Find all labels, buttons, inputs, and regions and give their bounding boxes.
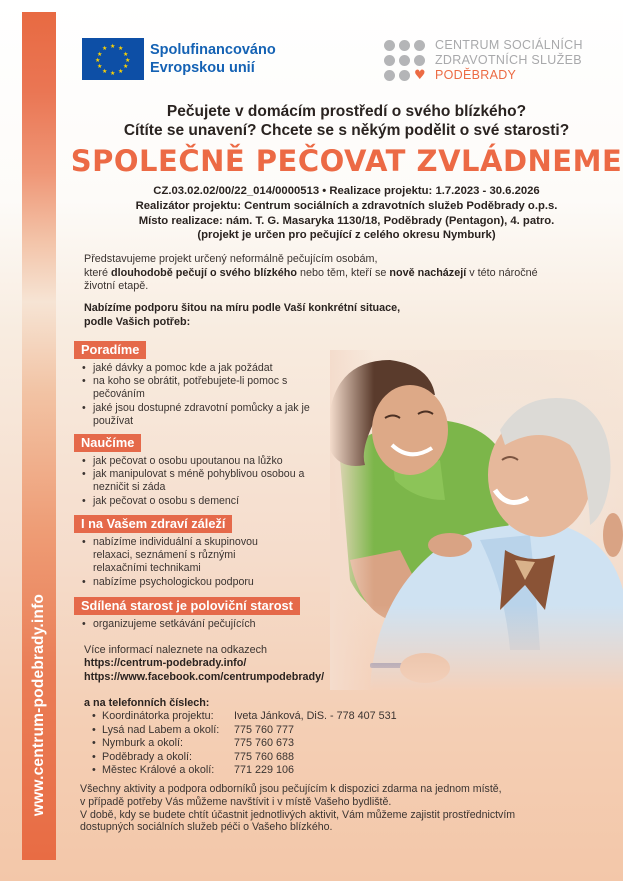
project-scope: (projekt je určen pro pečující z celého okresu Nymburk)	[197, 229, 496, 242]
footer-note	[80, 783, 600, 834]
list-item: • jaké jsou dostupné zdravotní pomůcky a jak je používat	[82, 402, 312, 428]
section-heading-advice: Poradíme	[74, 341, 146, 359]
lead-line-1: Pečujete v domácím prostředí o svého blízkého?	[166, 103, 527, 120]
footer-line-2: v případě potřeby Vás můžeme navštívit i v místě Vašeho bydliště.	[80, 795, 392, 808]
section-teach	[74, 432, 327, 508]
intro-paragraph	[84, 253, 554, 294]
project-id-dates: CZ.03.02.02/00/22_014/0000513 • Realizace projektu: 1.7.2023 - 30.6.2026	[153, 185, 540, 197]
section-heading-shared-care: Sdílená starost je poloviční starost	[74, 597, 300, 615]
section-heading-health: I na Vašem zdraví záleží	[74, 515, 232, 533]
page-title: SPOLEČNĚ PEČOVAT ZVLÁDNEME	[70, 144, 623, 178]
organization-logo	[384, 38, 583, 83]
list-item: • jak pečovat o osobu s demencí	[82, 495, 327, 508]
list-item: • jaké dávky a pomoc kde a jak požádat	[82, 362, 312, 375]
footer-line-1: Všechny aktivity a podpora odborníků jsou pečujícím k dispozici zdarma na jednom místě,	[80, 783, 502, 795]
project-implementer: Realizátor projektu: Centrum sociálních a zdravotních služeb Poděbrady o.p.s.	[135, 199, 558, 212]
info-links	[84, 644, 324, 684]
intro-line-1: Představujeme projekt určený neformálně pečujícím osobám,	[84, 253, 378, 265]
lead-line-2: Cítíte se unavení? Chcete se s někým podělit o své starosti?	[123, 122, 570, 139]
website-link[interactable]: https://centrum-podebrady.info/	[84, 657, 247, 670]
intro-line-2: které dlouhodobě pečují o svého blízkého nebo těm, kteří se nově nacházejí v této náročné životní etapě.	[84, 266, 538, 292]
phones-header: a na telefonních číslech:	[84, 697, 210, 709]
org-logo-line1: CENTRUM SOCIÁLNÍCH	[435, 38, 583, 52]
org-logo-line2: ZDRAVOTNÍCH SLUŽEB	[435, 53, 582, 67]
intro-bold-new: nově nacházejí	[389, 266, 467, 279]
footer-line-3: V době, kdy se budete chtít účastnit jednotlivých aktivit, Vám můžeme zajistit prostřednictvím	[80, 808, 516, 821]
facebook-link[interactable]: https://www.facebook.com/centrumpodebrady/	[84, 670, 325, 683]
eu-flag-icon: ★ ★ ★ ★ ★ ★ ★ ★ ★ ★ ★ ★	[82, 38, 144, 80]
phone-row: • Koordinátorka projektu: Iveta Jánková, DiS. - 778 407 531	[92, 710, 397, 723]
list-item: • na koho se obrátit, potřebujete-li pomoc s pečováním	[82, 375, 312, 401]
section-advice	[74, 339, 312, 428]
dots-grid-icon	[384, 40, 425, 81]
offer-line-1: Nabízíme podporu šitou na míru podle Vaší konkrétní situace,	[84, 302, 401, 314]
phone-number[interactable]: 775 760 673	[234, 737, 295, 750]
footer-line-4: dostupných sociálních služeb péči o Vašeho blízkého.	[80, 821, 333, 834]
eu-cofinancing-logo	[82, 38, 276, 80]
caregiver-photo	[330, 350, 623, 690]
lead-questions	[70, 102, 623, 140]
phone-row: • Městec Králové a okolí: 771 229 106	[92, 764, 397, 777]
heart-icon: ♥	[414, 68, 426, 83]
project-location: Místo realizace: nám. T. G. Masaryka 1130/18, Poděbrady (Pentagon), 4. patro.	[138, 214, 555, 227]
phone-contacts	[84, 697, 397, 777]
project-metadata	[70, 184, 623, 243]
links-intro: Více informací naleznete na odkazech	[84, 644, 268, 656]
offer-statement	[84, 302, 484, 329]
list-item: • nabízíme individuální a skupinovou relaxaci, seznámení s různými relaxačními technikami	[82, 536, 282, 576]
side-url-text: www.centrum-podebrady.info	[30, 593, 47, 817]
list-item: • nabízíme psychologickou podporu	[82, 576, 282, 589]
eu-logo-line1: Spolufinancováno	[150, 42, 276, 58]
section-shared-care	[74, 595, 322, 631]
phone-number[interactable]: Iveta Jánková, DiS. - 778 407 531	[234, 710, 397, 723]
phone-row: • Poděbrady a okolí: 775 760 688	[92, 751, 397, 764]
phone-number[interactable]: 775 760 777	[234, 723, 295, 736]
section-heading-teach: Naučíme	[74, 434, 141, 452]
org-logo-city: PODĚBRADY	[435, 68, 517, 82]
eu-logo-line2: Evropskou unií	[150, 60, 255, 76]
offer-line-2: podle Vašich potřeb:	[84, 315, 191, 328]
list-item: • jak manipulovat s méně pohyblivou osobou a nezničit si záda	[82, 468, 327, 494]
phone-row: • Nymburk a okolí: 775 760 673	[92, 737, 397, 750]
list-item: • jak pečovat o osobu upoutanou na lůžko	[82, 455, 327, 468]
intro-bold-long-term: dlouhodobě pečují o svého blízkého	[111, 266, 297, 279]
phone-number[interactable]: 775 760 688	[234, 750, 295, 763]
side-website-url	[22, 560, 56, 850]
section-health	[74, 513, 282, 589]
list-item: • organizujeme setkávání pečujících	[82, 618, 322, 631]
phone-row: • Lysá nad Labem a okolí: 775 760 777	[92, 724, 397, 737]
phone-number[interactable]: 771 229 106	[234, 764, 295, 777]
